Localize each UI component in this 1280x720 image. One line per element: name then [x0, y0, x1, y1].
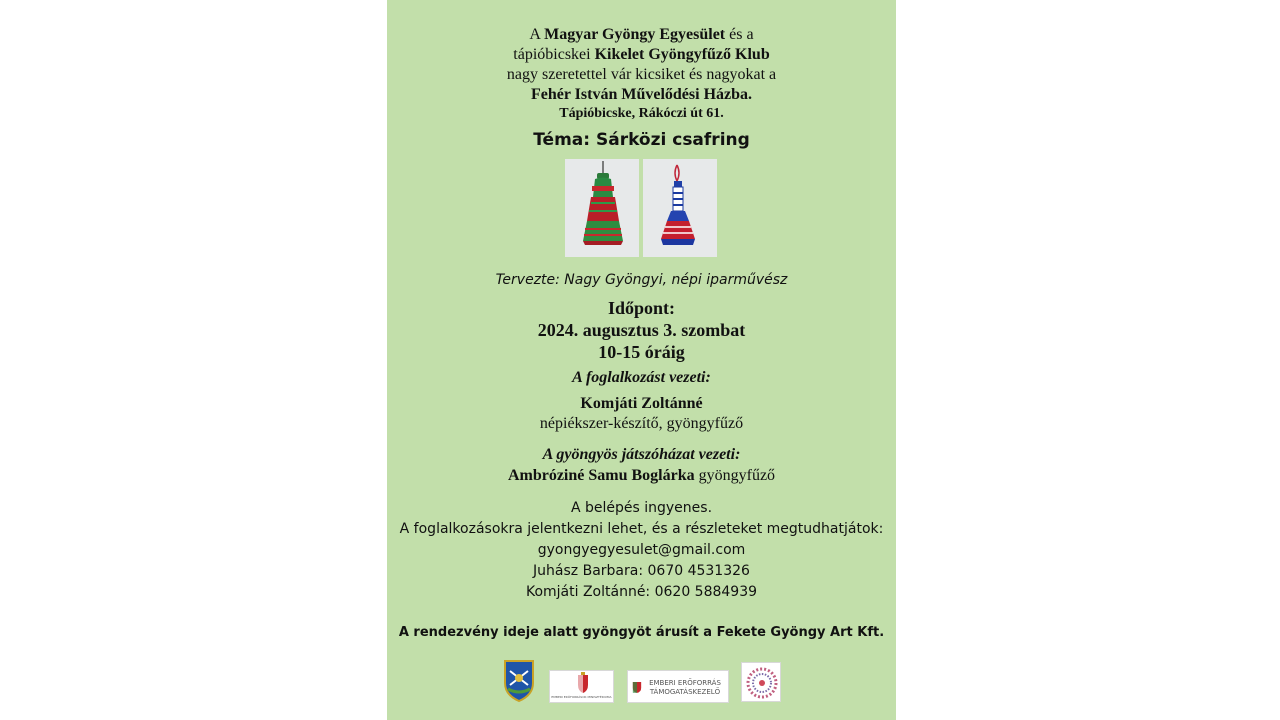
entry-info: A belépés ingyenes. — [570, 500, 713, 516]
designer-credit: Tervezte: Nagy Gyöngyi, népi iparművész — [495, 272, 788, 288]
town-coat-of-arms-logo — [502, 659, 536, 703]
time-label: Időpont: — [607, 298, 676, 318]
emet-logo — [627, 670, 729, 703]
tassel-red-green-image — [565, 159, 639, 257]
bead-wreath-icon — [742, 663, 781, 702]
registration-info: A foglalkozásokra jelentkezni lehet, és a részleteket megtudhatjátok: — [399, 521, 884, 537]
bead-association-logo — [741, 662, 781, 702]
contact-phone-2: Komjáti Zoltánné: 0620 5884939 — [525, 584, 758, 600]
contact-phone-1: Juhász Barbara: 0670 4531326 — [533, 563, 750, 579]
playhouse-leader-name: Ambróziné Samu Boglárka — [507, 467, 695, 484]
venue-address: Tápióbicske, Rákóczi út 61. — [559, 106, 724, 121]
intro-text: tápióbicskei — [513, 46, 595, 63]
contact-email: gyongyegyesulet@gmail.com — [537, 542, 746, 558]
coat-of-arms-icon — [502, 659, 536, 703]
event-hours: 10-15 óráig — [598, 342, 685, 362]
workshop-leader-role: népiékszer-készítő, gyöngyfűző — [539, 415, 744, 432]
vendor-notice: A rendezvény ideje alatt gyöngyöt árusít a Fekete Gyöngy Art Kft. — [398, 625, 885, 640]
intro-text: A — [529, 26, 545, 43]
ministry-logo — [549, 670, 614, 703]
photo-blue-red-tassel — [643, 159, 717, 257]
emet-line-1: EMBERI ERŐFORRÁS — [649, 679, 721, 687]
photo-red-green-tassel — [565, 159, 639, 257]
venue-name: Fehér István Művelődési Házba. — [530, 86, 753, 103]
club-name: Kikelet Gyöngyfűző Klub — [594, 46, 770, 63]
intro-line-1 — [387, 25, 896, 45]
intro-line-3: nagy szeretettel vár kicsiket és nagyokat a — [506, 66, 777, 83]
workshop-label: A foglalkozást vezeti: — [572, 369, 711, 386]
workshop-leader-name: Komjáti Zoltánné — [580, 395, 703, 412]
intro-line-2 — [387, 45, 896, 65]
event-date: 2024. augusztus 3. szombat — [537, 320, 746, 340]
association-name: Magyar Gyöngy Egyesület — [544, 26, 726, 43]
emet-line-2: TÁMOGATÁSKEZELŐ — [649, 688, 721, 696]
playhouse-leader-role: gyöngyfűző — [694, 467, 776, 484]
event-poster — [387, 0, 896, 720]
playhouse-leader — [387, 467, 896, 485]
theme-title: Téma: Sárközi csafring — [533, 130, 750, 150]
intro-text: és a — [725, 26, 754, 43]
emet-crest-icon — [632, 680, 642, 694]
tassel-blue-red-image — [643, 159, 717, 257]
ministry-logo-text: EMBERI ERŐFORRÁSOK MINISZTÉRIUMA — [551, 695, 612, 699]
playhouse-label: A gyöngyös játszóházat vezeti: — [542, 446, 741, 463]
